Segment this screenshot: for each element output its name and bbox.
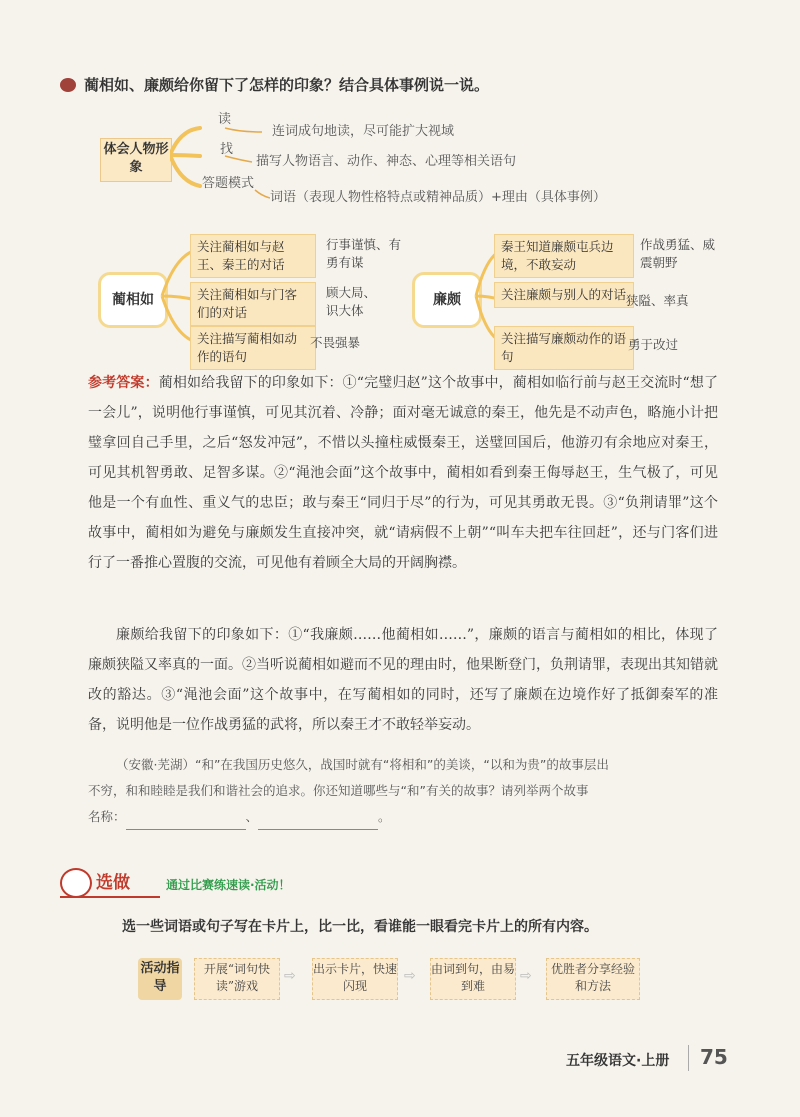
lin-note-2: 关注蔺相如与门客们的对话 — [190, 282, 316, 326]
arrow-icon: ⇨ — [520, 968, 532, 984]
role-lin-xiangru: 蔺相如 — [98, 272, 168, 328]
answer-text-1: 蔺相如给我留下的印象如下：①“完璧归赵”这个故事中，蔺相如临行前与赵王交流时“想了一会儿”，说明他行事谨慎，可见其沉着、冷静；面对毫无诚意的秦王，他先是不动声色，略施小计把璧拿回自己手里，之后“怒发冲冠”，不惜以头撞柱威慑秦王，送璧回国后，他游刃有余地应对秦王，可见其机智勇敢、足智多谋。②“渑池会面”这个故事中，蔺相如看到秦王侮辱赵王，生气极了，可见他是一个有血性、重义气的忠臣；敢与秦王“同归于尽”的行为，可见其勇敢无畏。③“负荆请罪”这个故事中，蔺相如为避免与廉颇发生直接冲突，就“请病假不上朝”“叫车夫把车往回赶”，还与门客们进行了一番推心置腹的交流，可见他有着顾全大局的开阔胸襟。 — [88, 375, 718, 571]
extension-line-1: （安徽·芜湖）“和”在我国历史悠久，战国时就有“将相和”的美谈，“以和为贵”的故事层出 — [116, 757, 609, 772]
role-lian-po: 廉颇 — [412, 272, 482, 328]
optional-task: 选一些词语或句子写在卡片上，比一比，看谁能一眼看完卡片上的所有内容。 — [122, 919, 598, 935]
answer-paragraph-2: 廉颇给我留下的印象如下：①“我廉颇……他蔺相如……”，廉颇的语言与蔺相如的相比，体现了廉颇狭隘又率真的一面。②当听说蔺相如避而不见的理由时，他果断登门，负荆请罪，表现出其知错就改的豁达。③“渑池会面”这个故事中，在写蔺相如的同时，还写了廉颇在边境作好了抵御秦军的准备，说明他是一位作战勇猛的武将，所以秦王才不敢轻举妄动。 — [88, 627, 718, 733]
lian-trait-3: 勇于改过 — [628, 337, 679, 352]
method-label-find: 找 — [220, 142, 234, 157]
method-label-answer-mode: 答题模式 — [202, 176, 255, 191]
arrow-icon: ⇨ — [284, 968, 296, 984]
answer-paragraph-1 — [88, 368, 718, 578]
extension-prefix: 名称： — [88, 809, 126, 824]
answer-blank-1[interactable] — [126, 815, 246, 830]
optional-subtitle: 通过比赛练速读·活动！ — [166, 878, 291, 892]
optional-underline — [60, 896, 160, 898]
activity-step-2: 出示卡片，快速闪现 — [312, 958, 398, 1000]
activity-step-1: 开展“词句快读”游戏 — [194, 958, 280, 1000]
lin-note-3: 关注描写蔺相如动作的语句 — [190, 326, 316, 370]
optional-title: 选做 — [96, 873, 130, 893]
method-center-node: 体会人物形象 — [100, 138, 172, 182]
lian-note-1: 秦王知道廉颇屯兵边境，不敢妄动 — [494, 234, 634, 278]
method-detail-find: 描写人物语言、动作、神态、心理等相关语句 — [256, 154, 517, 169]
lian-trait-2: 狭隘、率真 — [626, 293, 689, 308]
extension-sep: 、 — [245, 809, 259, 824]
extension-question — [88, 752, 718, 842]
method-detail-read: 连词成句地读，尽可能扩大视域 — [272, 124, 455, 139]
lian-note-3: 关注描写廉颇动作的语句 — [494, 326, 634, 370]
method-label-read: 读 — [218, 112, 232, 127]
activity-step-4: 优胜者分享经验和方法 — [546, 958, 640, 1000]
activity-guide-label: 活动指导 — [138, 958, 182, 1000]
activity-step-3: 由词到句，由易到难 — [430, 958, 516, 1000]
extension-line-2: 不穷，和和睦睦是我们和谐社会的追求。你还知道哪些与“和”有关的故事？请列举两个故事 — [88, 783, 589, 798]
lin-trait-3: 不畏强暴 — [310, 335, 361, 350]
book-title: 五年级语文·上册 — [566, 1053, 670, 1069]
answer-label: 参考答案： — [88, 375, 159, 391]
lin-trait-1: 行事谨慎、有勇有谋 — [326, 237, 402, 270]
answer-blank-2[interactable] — [258, 815, 378, 830]
lin-trait-2: 顾大局、识大体 — [326, 285, 377, 318]
page-number: 75 — [700, 1045, 728, 1069]
arrow-icon: ⇨ — [404, 968, 416, 984]
question-text: 蔺相如、廉颇给你留下了怎样的印象？结合具体事例说一说。 — [84, 76, 490, 94]
extension-line-3 — [88, 804, 718, 830]
extension-end: 。 — [378, 809, 391, 824]
optional-section-icon — [60, 868, 92, 898]
method-detail-answer-mode: 词语（表现人物性格特点或精神品质）+理由（具体事例） — [270, 190, 606, 205]
lin-note-1: 关注蔺相如与赵王、秦王的对话 — [190, 234, 316, 278]
footer-divider — [688, 1045, 689, 1071]
lian-trait-1: 作战勇猛、威震朝野 — [640, 237, 716, 270]
question-bullet-icon — [60, 78, 76, 92]
lian-note-2: 关注廉颇与别人的对话 — [494, 282, 634, 308]
